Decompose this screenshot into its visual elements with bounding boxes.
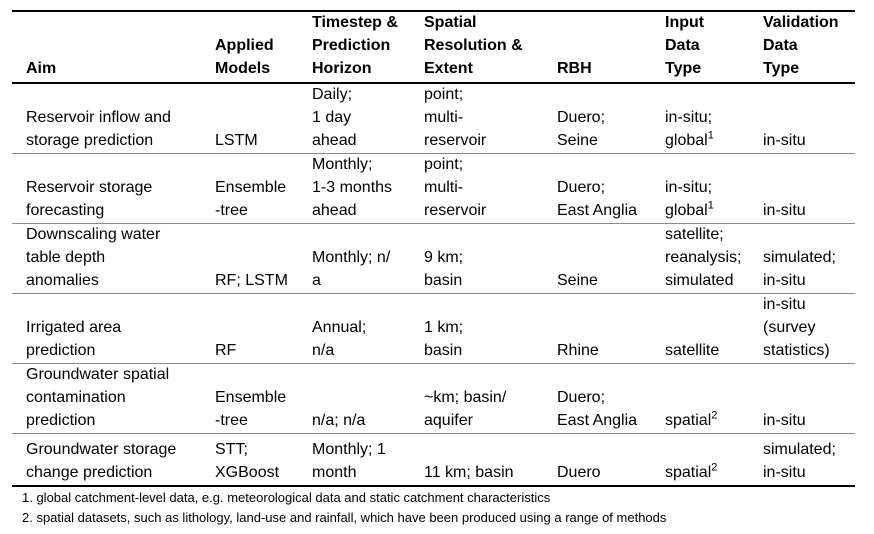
row-3-aim xyxy=(26,224,215,293)
cell-line: reanalysis; xyxy=(665,249,742,266)
cell-line: Rhine xyxy=(557,342,599,359)
row-6-input-type xyxy=(665,434,763,485)
cell-line: point; xyxy=(424,86,464,103)
row-4-validation-type xyxy=(763,294,855,363)
row-5-resolution xyxy=(424,364,557,433)
cell-line: simulated; xyxy=(763,441,836,458)
cell-line: XGBoost xyxy=(215,464,280,481)
cell-line: reservoir xyxy=(424,132,487,149)
row-1-input-type xyxy=(665,84,763,153)
cell-line: Reservoir storage xyxy=(26,179,153,196)
table-footnotes xyxy=(22,488,666,528)
cell-line: in-situ xyxy=(763,296,806,313)
cell-line: Seine xyxy=(557,132,598,149)
footnote-marker: 1 xyxy=(707,199,714,212)
row-3-input-type xyxy=(665,224,763,293)
cell-line: Ensemble xyxy=(215,389,287,406)
row-6-resolution xyxy=(424,434,557,485)
cell-line: -tree xyxy=(215,202,248,219)
row-2-input-type xyxy=(665,154,763,223)
cell-line: forecasting xyxy=(26,202,105,219)
cell-line: point; xyxy=(424,156,464,173)
cell-line: global$^1$ xyxy=(665,129,714,149)
cell-line: Extent xyxy=(424,60,473,77)
cell-line: ahead xyxy=(312,202,357,219)
cell-line: 1 km; xyxy=(424,319,464,336)
row-3-models xyxy=(215,224,312,293)
cell-line: Prediction xyxy=(312,37,391,54)
cell-line: in-situ; xyxy=(665,179,713,196)
cell-line: simulated xyxy=(665,272,734,289)
cell-line: in-situ xyxy=(763,132,806,149)
cell-line: in-situ xyxy=(763,202,806,219)
cell-line: ~km; basin/ xyxy=(424,389,507,406)
cell-line: multi- xyxy=(424,109,464,126)
cell-line: multi- xyxy=(424,179,464,196)
header-input-type xyxy=(665,12,763,81)
cell-line: Type xyxy=(665,60,702,77)
cell-line: RBH xyxy=(557,60,592,77)
cell-line: Annual; xyxy=(312,319,367,336)
row-5-validation-type xyxy=(763,364,855,433)
row-2-validation-type xyxy=(763,154,855,223)
row-5-input-type xyxy=(665,364,763,433)
row-6-validation-type xyxy=(763,434,855,485)
cell-line: Groundwater spatial xyxy=(26,366,170,383)
cell-line: ahead xyxy=(312,132,357,149)
cell-line: LSTM xyxy=(215,132,258,149)
cell-line: aquifer xyxy=(424,412,473,429)
cell-line: in-situ xyxy=(763,412,806,429)
cell-line: Type xyxy=(763,60,800,77)
footnote-marker: 1 xyxy=(707,129,714,142)
row-2-models xyxy=(215,154,312,223)
cell-line: Data xyxy=(763,37,798,54)
row-1-resolution xyxy=(424,84,557,153)
cell-line: Duero xyxy=(557,464,601,481)
cell-line: Seine xyxy=(557,272,598,289)
cell-line: prediction xyxy=(26,342,96,359)
cell-line: Monthly; 1 xyxy=(312,441,386,458)
row-2-resolution xyxy=(424,154,557,223)
cell-line: n/a xyxy=(312,342,335,359)
cell-line: change prediction xyxy=(26,464,153,481)
cell-line: a xyxy=(312,272,321,289)
cell-line: prediction xyxy=(26,412,96,429)
row-6-timestep xyxy=(312,434,424,485)
row-6-aim xyxy=(26,434,215,485)
cell-line: Monthly; n/ xyxy=(312,249,391,266)
row-1-models xyxy=(215,84,312,153)
cell-line: Downscaling water xyxy=(26,226,161,243)
cell-line: Monthly; xyxy=(312,156,373,173)
cell-line: 1 day xyxy=(312,109,352,126)
header-aim xyxy=(26,12,215,81)
cell-line: Duero; xyxy=(557,179,606,196)
row-2-aim xyxy=(26,154,215,223)
row-4-resolution xyxy=(424,294,557,363)
header-rbh xyxy=(557,12,665,81)
row-3-validation-type xyxy=(763,224,855,293)
cell-line: Timestep & xyxy=(312,14,398,31)
cell-line: Spatial xyxy=(424,14,477,31)
row-1-validation-type xyxy=(763,84,855,153)
row-4-rbh xyxy=(557,294,665,363)
cell-line: basin xyxy=(424,272,463,289)
cell-line: Ensemble xyxy=(215,179,287,196)
cell-line: month xyxy=(312,464,357,481)
cell-line: in-situ xyxy=(763,464,806,481)
cell-line: spatial$^2$ xyxy=(665,461,718,481)
cell-line: 9 km; xyxy=(424,249,464,266)
table-bottom-rule xyxy=(12,485,855,487)
row-6-rbh xyxy=(557,434,665,485)
row-6-models xyxy=(215,434,312,485)
cell-line: RF xyxy=(215,342,237,359)
cell-line: Reservoir inflow and xyxy=(26,109,171,126)
row-5-aim xyxy=(26,364,215,433)
row-2-timestep xyxy=(312,154,424,223)
footnote-2: 2. spatial datasets, such as lithology, land-use and rainfall, which have been produced using a range of methods xyxy=(22,510,667,525)
cell-line: satellite; xyxy=(665,226,724,243)
row-4-models xyxy=(215,294,312,363)
cell-line: Groundwater storage xyxy=(26,441,177,458)
row-5-rbh xyxy=(557,364,665,433)
row-1-rbh xyxy=(557,84,665,153)
cell-line: basin xyxy=(424,342,463,359)
cell-line: reservoir xyxy=(424,202,487,219)
row-1-timestep xyxy=(312,84,424,153)
cell-line: statistics) xyxy=(763,342,830,359)
cell-line: satellite xyxy=(665,342,720,359)
cell-line: simulated; xyxy=(763,249,836,266)
row-4-timestep xyxy=(312,294,424,363)
cell-line: Resolution & xyxy=(424,37,523,54)
cell-line: Horizon xyxy=(312,60,372,77)
cell-line: STT; xyxy=(215,441,248,458)
cell-line: Applied xyxy=(215,37,274,54)
row-5-timestep xyxy=(312,364,424,433)
cell-line: (survey xyxy=(763,319,816,336)
row-3-timestep xyxy=(312,224,424,293)
cell-line: Validation xyxy=(763,14,839,31)
header-models xyxy=(215,12,312,81)
header-timestep xyxy=(312,12,424,81)
footnote-marker: 2 xyxy=(711,461,718,474)
cell-line: n/a; n/a xyxy=(312,412,366,429)
footnote-marker: 2 xyxy=(711,409,718,422)
cell-line: in-situ xyxy=(763,272,806,289)
cell-line: RF; LSTM xyxy=(215,272,288,289)
cell-line: storage prediction xyxy=(26,132,154,149)
cell-line: 1-3 months xyxy=(312,179,393,196)
cell-line: Duero; xyxy=(557,389,606,406)
cell-line: spatial$^2$ xyxy=(665,409,718,429)
cell-line: Irrigated area xyxy=(26,319,122,336)
row-2-rbh xyxy=(557,154,665,223)
cell-line: table depth xyxy=(26,249,106,266)
row-3-resolution xyxy=(424,224,557,293)
cell-line: Daily; xyxy=(312,86,353,103)
header-resolution xyxy=(424,12,557,81)
cell-line: -tree xyxy=(215,412,248,429)
cell-line: anomalies xyxy=(26,272,99,289)
cell-line: Data xyxy=(665,37,700,54)
cell-line: East Anglia xyxy=(557,202,638,219)
row-4-input-type xyxy=(665,294,763,363)
row-5-models xyxy=(215,364,312,433)
cell-line: Input xyxy=(665,14,705,31)
cell-line: East Anglia xyxy=(557,412,638,429)
cell-line: 11 km; basin xyxy=(424,464,514,481)
row-3-rbh xyxy=(557,224,665,293)
cell-line: Aim xyxy=(26,60,57,77)
cell-line: Models xyxy=(215,60,271,77)
row-1-aim xyxy=(26,84,215,153)
row-4-aim xyxy=(26,294,215,363)
footnote-1: 1. global catchment-level data, e.g. meteorological data and static catchment characteristics xyxy=(22,490,551,505)
cell-line: contamination xyxy=(26,389,126,406)
cell-line: in-situ; xyxy=(665,109,713,126)
cell-line: global$^1$ xyxy=(665,199,714,219)
cell-line: Duero; xyxy=(557,109,606,126)
header-validation-type xyxy=(763,12,855,81)
